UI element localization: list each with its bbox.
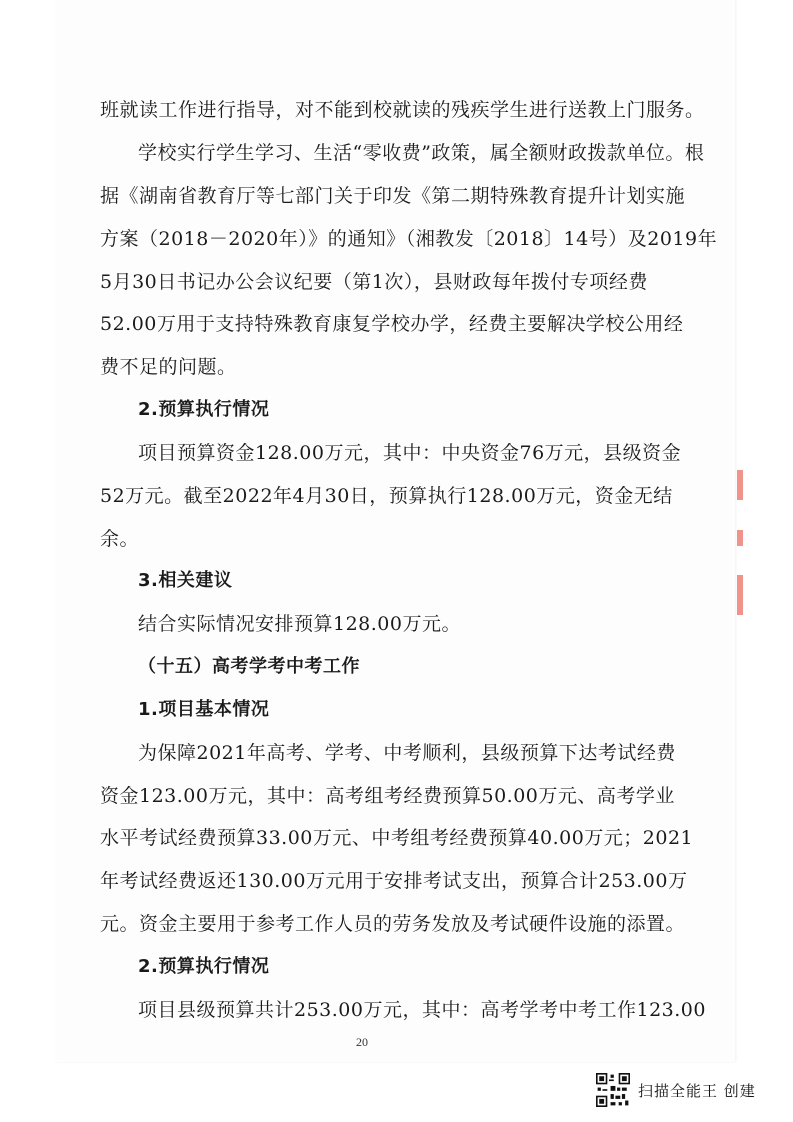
page-number: 20 [356,1035,368,1049]
body-line: 项目预算资金128.00万元，其中：中央资金76万元，县级资金 [138,442,682,464]
scanner-watermark [596,1072,776,1108]
edge-bleed-mark [737,470,743,500]
section-heading: 3.相关建议 [138,570,233,591]
watermark-text: 扫描全能王 创建 [638,1081,756,1100]
section-heading: 2.预算执行情况 [138,399,270,420]
qr-code-icon [596,1073,630,1107]
body-line: 余。 [100,528,140,550]
edge-bleed-mark [737,530,743,546]
body-line: 结合实际情况安排预算128.00万元。 [138,613,461,635]
body-line: 5月30日书记办公会议纪要（第1次），县财政每年拨付专项经费 [100,271,648,293]
body-line: 资金123.00万元，其中：高考组考经费预算50.00万元、高考学业 [100,785,675,807]
section-heading: 1.项目基本情况 [138,699,270,720]
body-line: 52.00万用于支持特殊教育康复学校办学，经费主要解决学校公用经 [100,313,684,335]
body-line: 据《湖南省教育厅等七部门关于印发《第二期特殊教育提升计划实施 [100,185,686,207]
section-heading: （十五）高考学考中考工作 [138,656,360,677]
body-line: 学校实行学生学习、生活“零收费”政策，属全额财政拨款单位。根 [138,142,705,164]
body-line: 52万元。截至2022年4月30日，预算执行128.00万元，资金无结 [100,485,673,507]
body-line: 费不足的问题。 [100,356,237,378]
section-heading: 2.预算执行情况 [138,956,270,977]
body-line: 年考试经费返还130.00万元用于安排考试支出，预算合计253.00万 [100,870,688,892]
body-line: 元。资金主要用于参考工作人员的劳务发放及考试硬件设施的添置。 [100,913,686,935]
body-line: 水平考试经费预算33.00万元、中考组考经费预算40.00万元；2021 [100,827,694,849]
body-line: 班就读工作进行指导，对不能到校就读的残疾学生进行送教上门服务。 [100,99,705,121]
body-line: 方案（2018－2020年）》的通知》（湘教发〔2018〕14号）及2019年 [100,228,718,250]
edge-bleed-mark [737,575,743,615]
body-line: 为保障2021年高考、学考、中考顺利，县级预算下达考试经费 [138,742,676,764]
body-line: 项目县级预算共计253.00万元，其中：高考学考中考工作123.00 [138,999,706,1021]
